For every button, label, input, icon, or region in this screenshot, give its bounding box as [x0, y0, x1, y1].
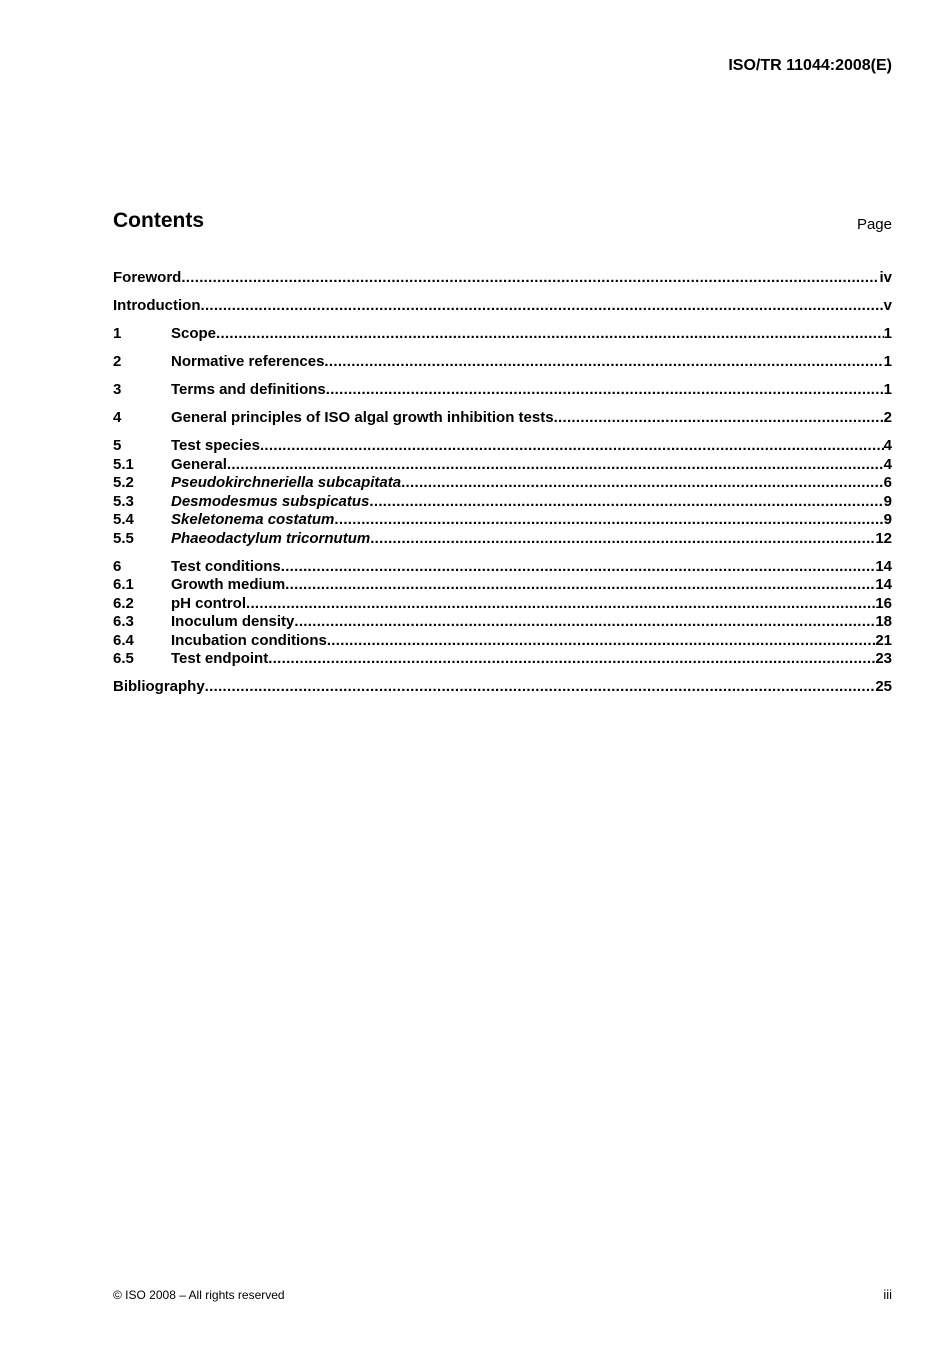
toc-entry-number: 6.4 [113, 631, 134, 649]
toc-entry-page: 4 [883, 455, 892, 473]
toc-dot-leader [370, 530, 875, 549]
toc-entry-page: iv [879, 269, 892, 286]
toc-entry[interactable] [113, 511, 892, 530]
toc-entry[interactable] [113, 409, 892, 428]
toc-entry-number: 5.5 [113, 529, 134, 547]
toc-entry[interactable] [113, 474, 892, 493]
toc-dot-leader [281, 558, 876, 577]
toc-entry-number: 5.2 [113, 474, 134, 491]
toc-entry-page: 1 [883, 325, 892, 342]
toc-dot-leader [369, 493, 883, 512]
toc-dot-leader [327, 632, 875, 651]
toc-entry-title: Terms and definitions [171, 381, 326, 398]
toc-entry-title: General [171, 455, 227, 473]
toc-entry-title: Growth medium [171, 576, 286, 593]
contents-title: Contents [113, 209, 204, 232]
toc-entry-title: Normative references [171, 353, 325, 370]
toc-entry[interactable] [113, 493, 892, 512]
toc-entry-number: 3 [113, 381, 122, 398]
toc-entry[interactable] [113, 632, 892, 651]
toc-entry-page: 9 [883, 511, 892, 528]
toc-entry-title: Bibliography [113, 678, 205, 695]
toc-entry-title: Test species [171, 437, 260, 454]
toc-entry-page: 12 [875, 529, 892, 547]
toc-entry-title: General principles of ISO algal growth inhibition tests [171, 409, 554, 426]
toc-entry-page: 2 [883, 409, 892, 426]
toc-dot-leader [260, 437, 884, 456]
toc-entry-page: 18 [875, 613, 892, 630]
copyright-notice: © ISO 2008 – All rights reserved [113, 1288, 285, 1302]
toc-entry-page: 21 [875, 631, 892, 649]
toc-entry-title: Scope [171, 325, 217, 342]
toc-entry-title: Incubation conditions [171, 631, 327, 649]
toc-entry-number: 2 [113, 353, 122, 370]
toc-entry-number: 4 [113, 409, 122, 426]
toc-dot-leader [554, 409, 884, 428]
toc-dot-leader [227, 456, 884, 475]
toc-entry-number: 1 [113, 325, 122, 342]
toc-entry-title: Skeletonema costatum [171, 511, 335, 528]
toc-dot-leader [181, 269, 879, 288]
toc-entry-title: Test conditions [171, 557, 281, 575]
toc-dot-leader [294, 613, 875, 632]
toc-entry-title: Foreword [113, 269, 182, 286]
toc-entry-number: 6.3 [113, 613, 134, 630]
toc-entry-number: 6 [113, 557, 122, 575]
toc-dot-leader [401, 474, 884, 493]
toc-entry-page: 1 [883, 353, 892, 370]
toc-entry-title: Pseudokirchneriella subcapitata [171, 474, 402, 491]
toc-entry-page: 23 [875, 650, 892, 667]
toc-dot-leader [246, 595, 875, 614]
toc-entry[interactable] [113, 678, 892, 697]
toc-entry-number: 5.4 [113, 511, 134, 528]
toc-dot-leader [324, 353, 883, 372]
toc-entry-title: Introduction [113, 297, 201, 314]
toc-entry[interactable] [113, 381, 892, 400]
toc-entry[interactable] [113, 456, 892, 475]
toc-dot-leader [268, 650, 875, 669]
toc-entry-page: 16 [875, 594, 892, 612]
toc-entry-page: 1 [883, 381, 892, 398]
toc-entry[interactable] [113, 530, 892, 549]
toc-dot-leader [216, 325, 884, 344]
page-number: iii [883, 1287, 892, 1302]
toc-entry[interactable] [113, 437, 892, 456]
toc-entry-number: 5.3 [113, 492, 134, 510]
toc-entry-title: Desmodesmus subspicatus [171, 492, 370, 510]
toc-dot-leader [205, 678, 876, 697]
toc-entry-page: v [883, 297, 892, 314]
toc-entry[interactable] [113, 576, 892, 595]
toc-entry-page: 14 [875, 576, 892, 593]
toc-entry-title: Phaeodactylum tricornutum [171, 529, 371, 547]
toc-dot-leader [200, 297, 883, 316]
toc-entry-number: 5 [113, 437, 122, 454]
toc-entry-number: 6.1 [113, 576, 134, 593]
toc-entry[interactable] [113, 297, 892, 316]
toc-entry-number: 5.1 [113, 455, 134, 473]
toc-entry-page: 6 [883, 474, 892, 491]
toc-entry[interactable] [113, 613, 892, 632]
document-id: ISO/TR 11044:2008(E) [728, 57, 892, 74]
toc-entry-page: 25 [875, 678, 892, 695]
toc-entry-page: 14 [875, 557, 892, 575]
toc-dot-leader [334, 511, 883, 530]
toc-entry[interactable] [113, 650, 892, 669]
toc-entry-title: Test endpoint [171, 650, 269, 667]
toc-entry-number: 6.5 [113, 650, 134, 667]
toc-dot-leader [326, 381, 884, 400]
toc-entry[interactable] [113, 269, 892, 288]
toc-entry[interactable] [113, 325, 892, 344]
toc-entry[interactable] [113, 595, 892, 614]
page-column-label: Page [856, 216, 892, 233]
toc-entry[interactable] [113, 558, 892, 577]
toc-entry-page: 9 [883, 492, 892, 510]
table-of-contents [113, 269, 892, 697]
toc-entry-title: pH control [171, 594, 246, 612]
toc-dot-leader [285, 576, 875, 595]
toc-entry-title: Inoculum density [171, 613, 295, 630]
toc-entry-page: 4 [883, 437, 892, 454]
toc-entry[interactable] [113, 353, 892, 372]
toc-entry-number: 6.2 [113, 594, 134, 612]
